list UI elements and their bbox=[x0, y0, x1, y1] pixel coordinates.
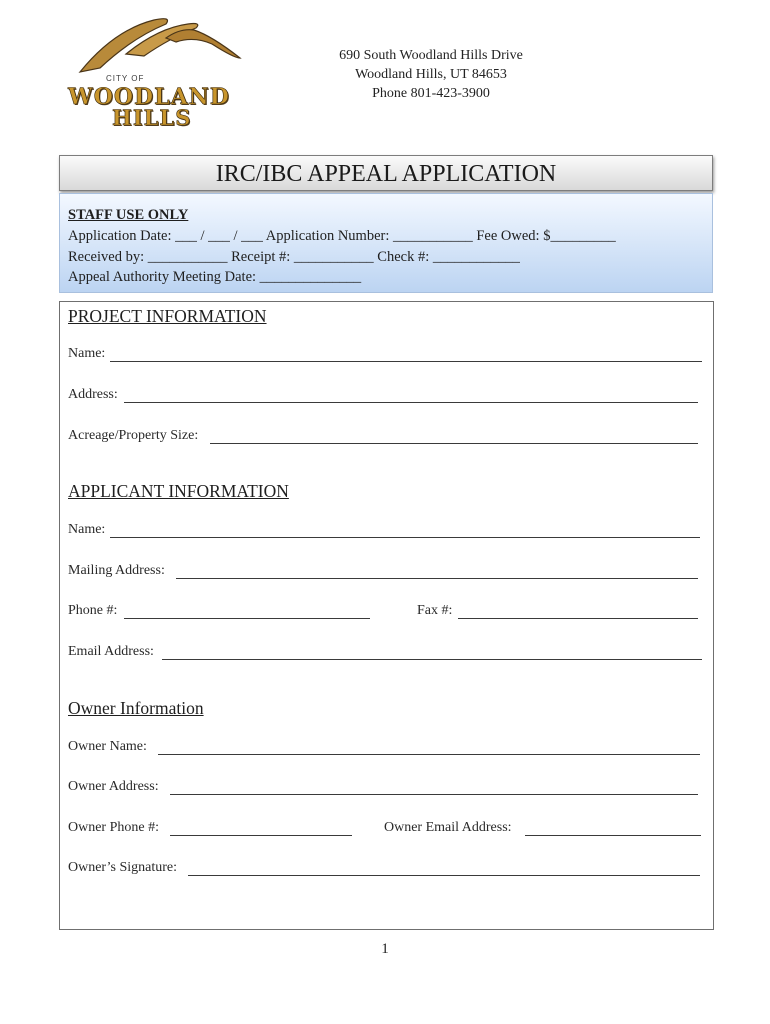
application-form bbox=[59, 301, 714, 930]
owner-email-field[interactable] bbox=[525, 835, 701, 836]
owner-email-label: Owner Email Address: bbox=[384, 820, 512, 835]
owner-phone-label: Owner Phone #: bbox=[68, 820, 159, 835]
owner-name-label: Owner Name: bbox=[68, 739, 147, 754]
owner-phone-field[interactable] bbox=[170, 835, 352, 836]
owner-address-label: Owner Address: bbox=[68, 779, 159, 794]
staff-use-box bbox=[59, 193, 713, 293]
owner-signature-label: Owner’s Signature: bbox=[68, 860, 177, 875]
owner-name-field[interactable] bbox=[158, 754, 700, 755]
applicant-fax-label: Fax #: bbox=[417, 603, 453, 618]
address-phone: Phone 801-423-3900 bbox=[372, 86, 490, 101]
applicant-name-label: Name: bbox=[68, 522, 106, 537]
applicant-email-label: Email Address: bbox=[68, 644, 154, 659]
logo-hills: HILLS bbox=[112, 105, 192, 130]
staff-line-received: Received by: ___________ Receipt #: ___________ Check #: ____________ bbox=[68, 249, 520, 265]
project-name-label: Name: bbox=[68, 346, 106, 361]
mountains-icon bbox=[62, 14, 258, 84]
mailing-address-field[interactable] bbox=[176, 578, 698, 579]
owner-heading: Owner Information bbox=[68, 698, 204, 718]
logo-city-of: CITY OF bbox=[106, 74, 145, 83]
city-address bbox=[300, 46, 562, 103]
acreage-field[interactable] bbox=[210, 443, 698, 444]
owner-signature-field[interactable] bbox=[188, 875, 700, 876]
applicant-name-field[interactable] bbox=[110, 537, 700, 538]
applicant-email-field[interactable] bbox=[162, 659, 702, 660]
applicant-heading: APPLICANT INFORMATION bbox=[68, 481, 289, 501]
project-address-field[interactable] bbox=[124, 402, 698, 403]
applicant-phone-field[interactable] bbox=[124, 618, 370, 619]
address-street: 690 South Woodland Hills Drive bbox=[339, 48, 523, 63]
owner-address-field[interactable] bbox=[170, 794, 698, 795]
mailing-address-label: Mailing Address: bbox=[68, 563, 165, 578]
city-logo bbox=[62, 14, 258, 132]
page-number: 1 bbox=[381, 941, 389, 957]
staff-heading: STAFF USE ONLY bbox=[68, 207, 189, 223]
page-title: IRC/IBC APPEAL APPLICATION bbox=[59, 155, 713, 191]
project-name-field[interactable] bbox=[110, 361, 702, 362]
staff-line-application: Application Date: ___ / ___ / ___ Application Number: ___________ Fee Owed: $_________ bbox=[68, 228, 616, 244]
applicant-fax-field[interactable] bbox=[458, 618, 698, 619]
address-city: Woodland Hills, UT 84653 bbox=[355, 67, 507, 82]
project-heading: PROJECT INFORMATION bbox=[68, 306, 267, 326]
staff-line-meeting: Appeal Authority Meeting Date: ______________ bbox=[68, 269, 362, 285]
applicant-phone-label: Phone #: bbox=[68, 603, 118, 618]
logo-woodland: WOODLAND bbox=[68, 84, 230, 110]
project-address-label: Address: bbox=[68, 387, 118, 402]
acreage-label: Acreage/Property Size: bbox=[68, 428, 199, 443]
